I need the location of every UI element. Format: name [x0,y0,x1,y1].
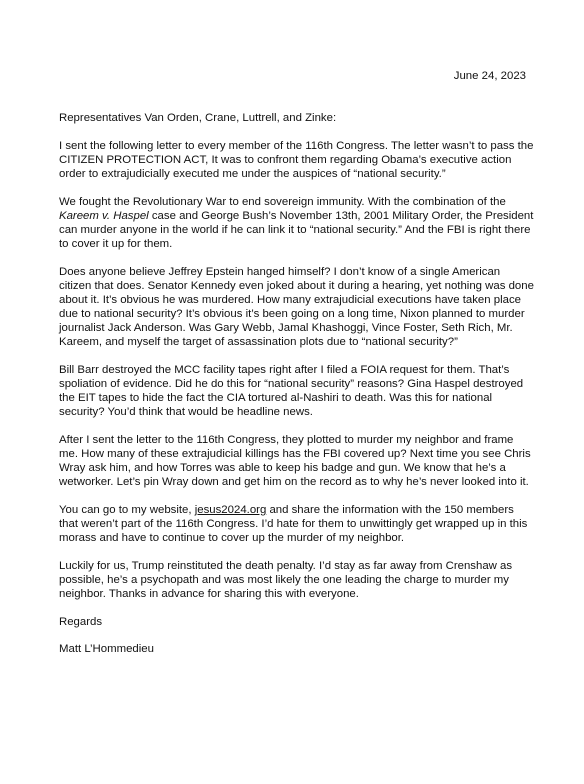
letter-body [59,111,534,670]
salutation: Representatives Van Orden, Crane, Luttrell, and Zinke: [59,112,337,124]
paragraph-6-text-b: and share the information with the 150 members that weren’t part of the 116th Congress. I’d hate for them to unwittingly get wrapped up in this morass and have to continue to cover up the murder of my neighbor. [59,504,528,544]
paragraph-2-text-b: case and George Bush’s November 13th, 2001 Military Order, the President can murder anyone in the world if he can link it to “national security.” And the FBI is right there to cover it up for them. [59,210,534,250]
signature: Matt L’Hommedieu [59,643,154,655]
case-name-italic: Kareem v. Haspel [59,210,149,222]
closing: Regards [59,616,103,628]
paragraph-2-text-a: We fought the Revolutionary War to end sovereign immunity. With the combination of the [59,196,506,208]
paragraph-1: I sent the following letter to every member of the 116th Congress. The letter wasn’t to pass the CITIZEN PROTECTION ACT, It was to confront them regarding Obama’s executive action order to extrajudicially executed me under the auspices of “national security.” [59,140,534,180]
letter-date: June 24, 2023 [453,70,526,82]
paragraph-2 [59,195,534,251]
paragraph-3: Does anyone believe Jeffrey Epstein hanged himself? I don’t know of a single American citizen that does. Senator Kennedy even joked about it during a hearing, yet nothing was done about it. It’s obvious he was murdered. How many extrajudicial executions have taken place due to national security? It’s obvious it’s been going on a long time, Nixon planned to murder journalist Jack Anderson. Was Gary Webb, Jamal Khashoggi, Vince Foster, Seth Rich, Mr. Kareem, and myself the target of assassination plots due to “national security?” [59,266,534,348]
paragraph-4: Bill Barr destroyed the MCC facility tapes right after I filed a FOIA request for them. That’s spoliation of evidence. Did he do this for “national security” reasons? Gina Haspel destroyed the EIT tapes to hide the fact the CIA tortured al-Nashiri to death. Was this for national security? You’d think that would be headline news. [59,364,524,418]
paragraph-5: After I sent the letter to the 116th Congress, they plotted to murder my neighbor and frame me. How many of these extrajudicial killings has the FBI covered up? Next time you see Chris Wray ask him, and how Torres was able to keep his badge and gun. We know that he’s a wetworker. Let’s pin Wray down and get him on the record as to why he’s never looked into it. [59,434,531,488]
paragraph-7: Luckily for us, Trump reinstituted the death penalty. I’d stay as far away from Crenshaw as possible, he’s a psychopath and was most likely the one leading the charge to murder my neighbor. Thanks in advance for sharing this with everyone. [59,560,513,600]
paragraph-6-text-a: You can go to my website, [59,504,195,516]
website-link[interactable]: jesus2024.org [194,504,267,516]
paragraph-6 [59,503,534,545]
